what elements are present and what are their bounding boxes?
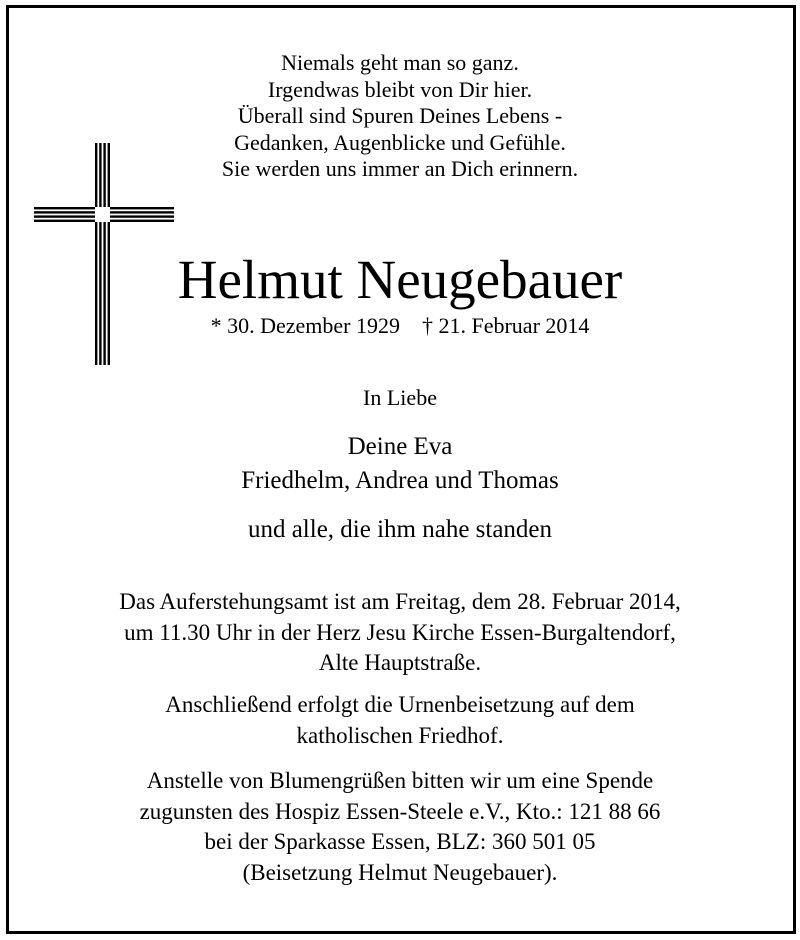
poem-line: Gedanken, Augenblicke und Gefühle. — [234, 129, 566, 155]
deceased-name-text: Helmut Neugebauer — [177, 249, 623, 310]
poem-line: Niemals geht man so ganz. — [281, 50, 519, 75]
burial-info — [0, 690, 800, 751]
donation-line: bei der Sparkasse Essen, BLZ: 360 501 05 — [204, 829, 596, 854]
deceased-name — [0, 248, 800, 312]
burial-line: Anschließend erfolgt die Urnenbeisetzung auf dem — [165, 692, 635, 717]
service-line: Das Auferstehungsamt ist am Freitag, dem 28. Februar 2014, — [119, 589, 681, 614]
family-names — [0, 430, 800, 498]
service-line: Alte Hauptstraße. — [318, 650, 482, 675]
other-mourners — [0, 513, 800, 547]
burial-line: katholischen Friedhof. — [296, 722, 504, 748]
donation-line: (Beisetzung Helmut Neugebauer). — [242, 859, 558, 885]
death-date: † 21. Februar 2014 — [421, 313, 590, 338]
mourners-intro-text: In Liebe — [363, 385, 437, 410]
family-line: Friedhelm, Andrea und Thomas — [241, 467, 559, 494]
donation-line: Anstelle von Blumengrüßen bitten wir um eine Spende — [146, 768, 654, 793]
poem-line: Sie werden uns immer an Dich erinnern. — [221, 156, 579, 181]
mourners-intro — [0, 384, 800, 412]
donation-info — [0, 766, 800, 888]
donation-line: zugunsten des Hospiz Essen-Steele e.V., Kto.: 121 88 66 — [139, 798, 661, 824]
birth-date: * 30. Dezember 1929 — [210, 313, 400, 338]
service-info — [0, 587, 800, 679]
other-mourners-text: und alle, die ihm nahe standen — [247, 516, 553, 543]
poem-line: Überall sind Spuren Deines Lebens - — [237, 103, 563, 128]
poem-line: Irgendwas bleibt von Dir hier. — [267, 76, 533, 102]
service-line: um 11.30 Uhr in der Herz Jesu Kirche Essen-Burgaltendorf, — [124, 619, 676, 645]
life-dates — [0, 312, 800, 340]
family-line: Deine Eva — [347, 433, 453, 460]
